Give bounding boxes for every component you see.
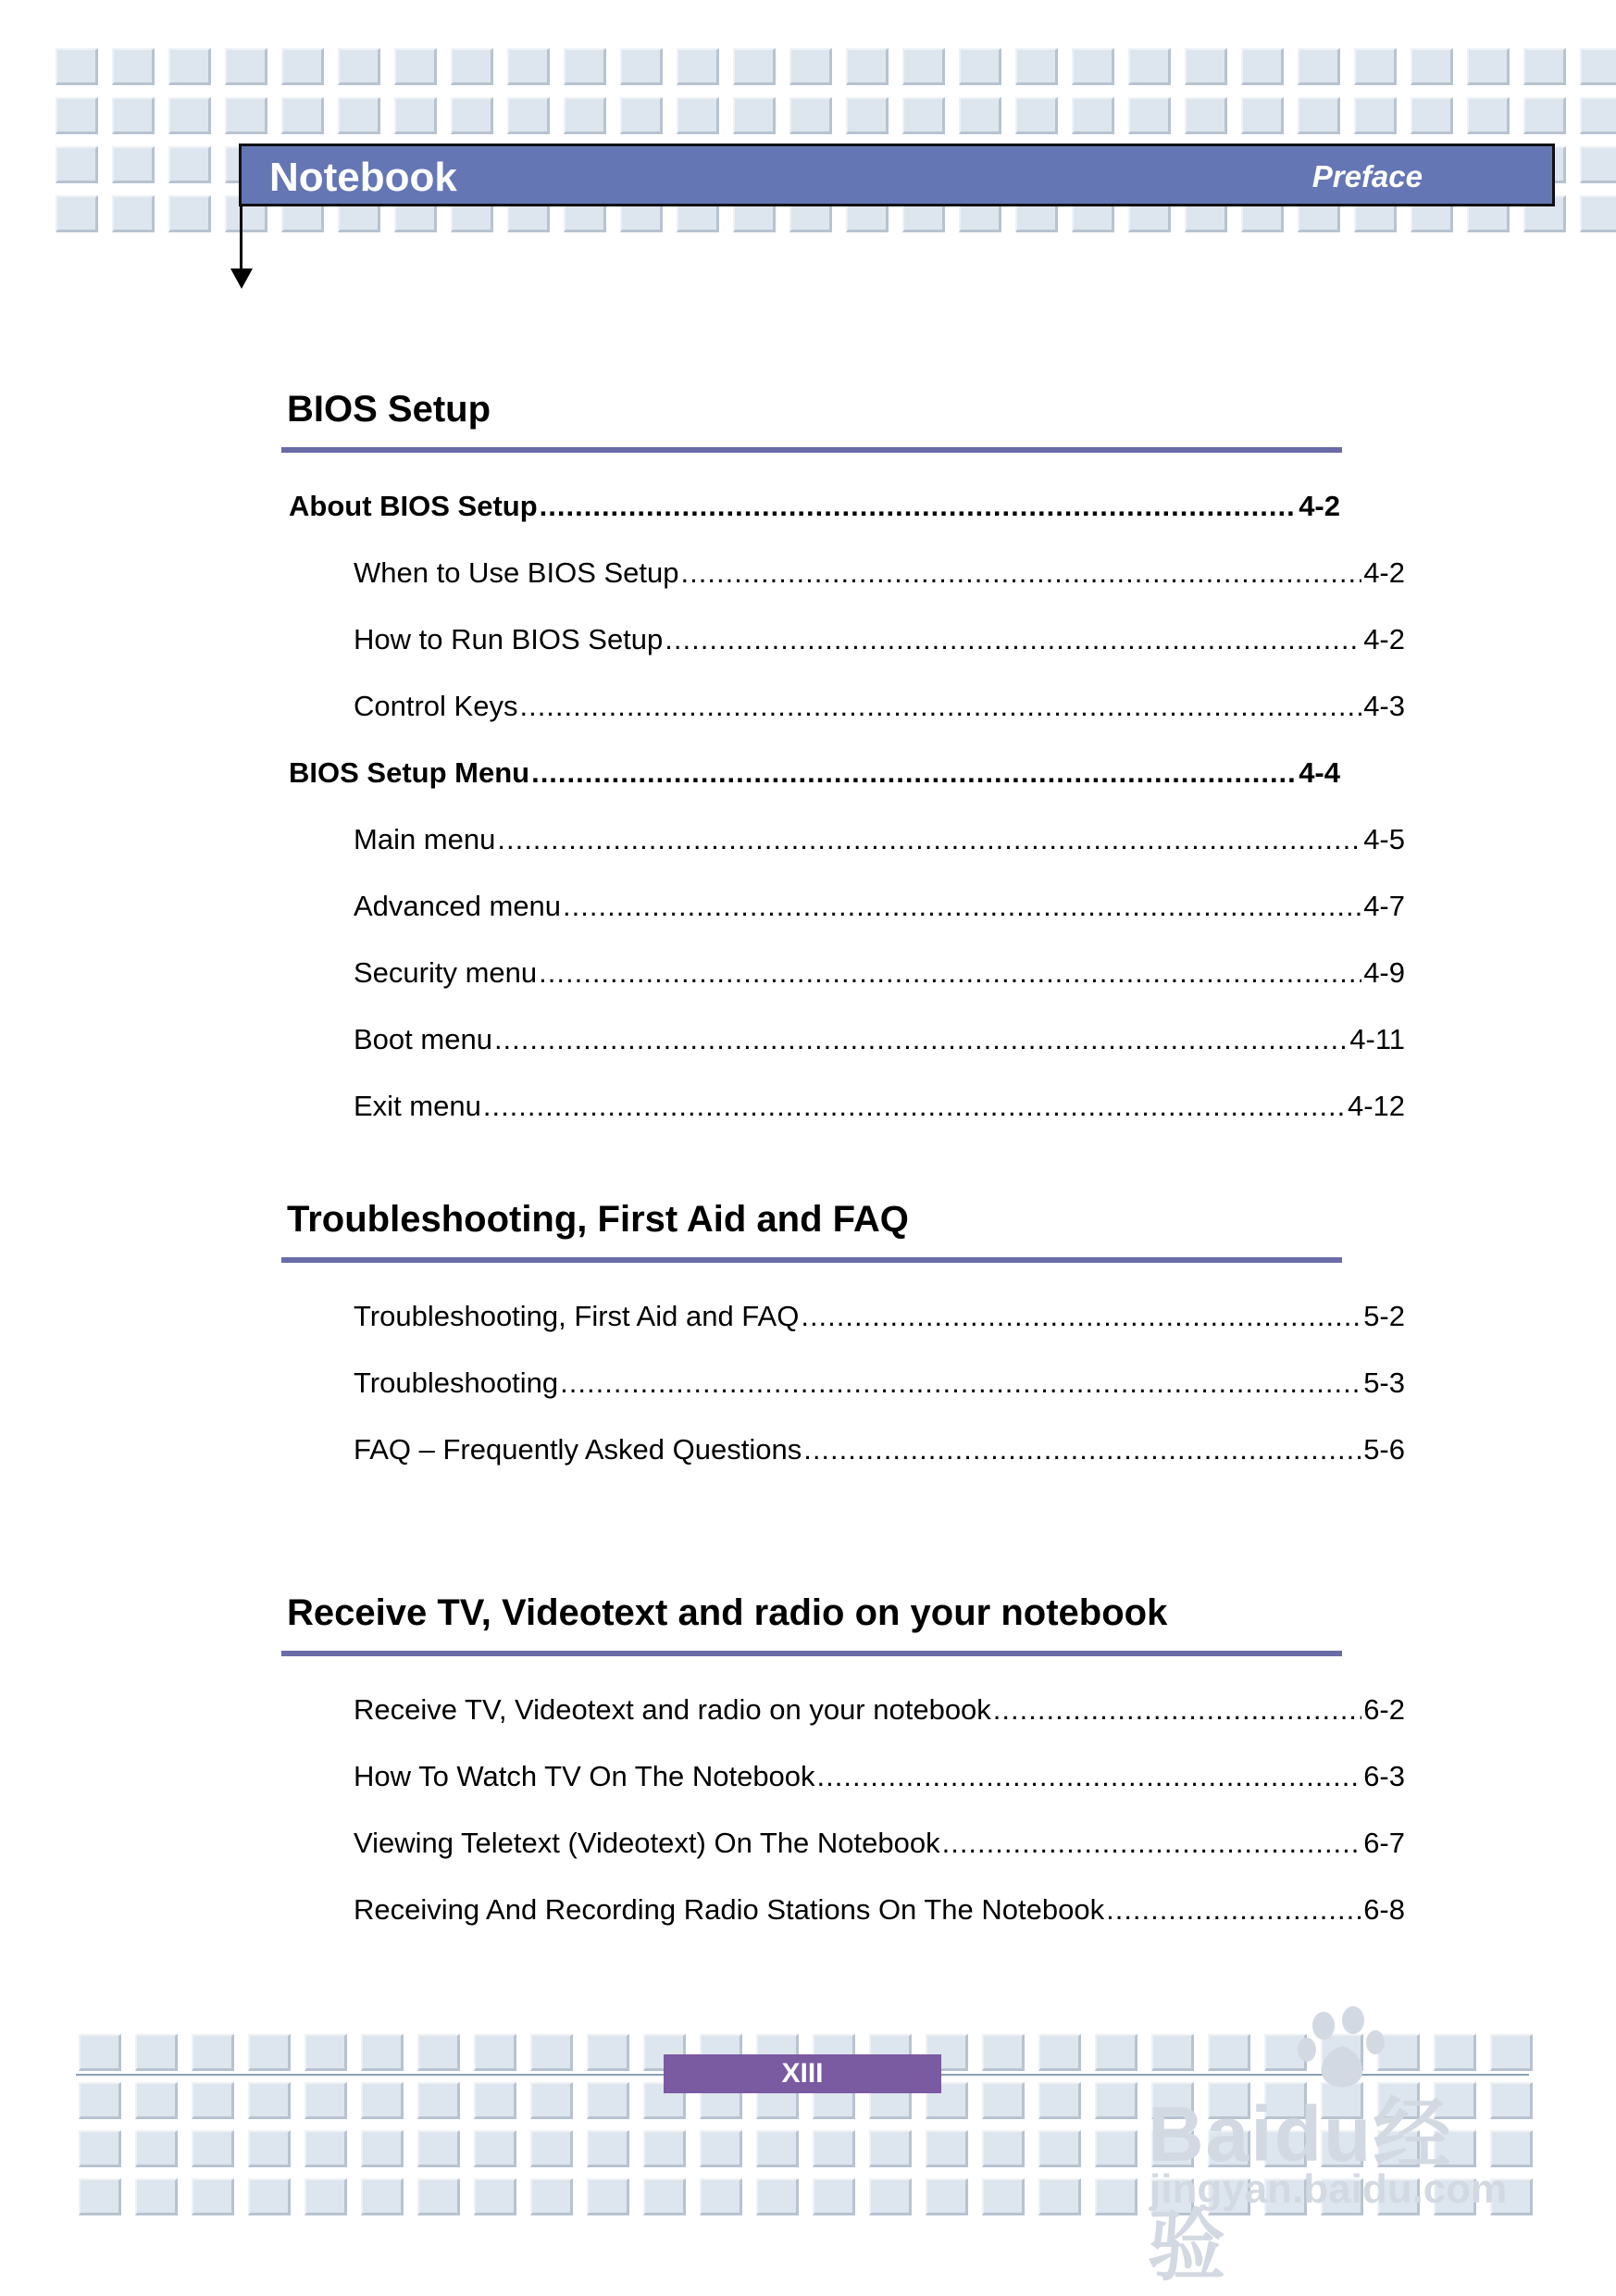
grid-square [248,2178,291,2215]
toc-entry-title: Boot menu [354,1023,492,1055]
toc-entry-title: FAQ – Frequently Asked Questions [354,1433,802,1466]
down-arrow-icon [230,268,253,289]
grid-square [56,146,98,183]
grid-square [248,2034,291,2071]
toc-entry-title: Viewing Teletext (Videotext) On The Notebook [354,1827,940,1859]
grid-square [587,2082,629,2119]
dot-leader [540,473,1298,540]
grid-square [1354,97,1397,134]
grid-square [1411,97,1453,134]
grid-square [305,2178,347,2215]
toc-entry[interactable] [281,1743,1405,1810]
grid-square [813,2130,855,2167]
grid-square [564,97,606,134]
grid-square [417,2034,460,2071]
toc-entry-page: 4-3 [1363,690,1405,722]
grid-square [700,2178,742,2215]
toc-entry[interactable] [281,806,1405,873]
grid-square [192,2034,234,2071]
grid-square [530,2130,573,2167]
grid-square [1523,48,1566,85]
toc-entry-page: 5-3 [1363,1366,1405,1399]
grid-square [394,97,437,134]
toc-entry[interactable] [281,473,1340,540]
grid-square [1072,48,1114,85]
grid-square [789,97,832,134]
grid-square [1580,146,1616,183]
toc-entry[interactable] [281,1283,1405,1350]
grid-square [305,2082,347,2119]
toc-entry-page: 5-2 [1363,1300,1405,1332]
grid-square [361,2130,404,2167]
dot-leader [1106,1877,1361,1943]
grid-square [507,97,550,134]
grid-square [248,2130,291,2167]
grid-square [959,97,1001,134]
toc-list [281,1283,1405,1483]
grid-square [1354,48,1397,85]
grid-square [982,2178,1025,2215]
toc-entry-title: Troubleshooting, First Aid and FAQ [354,1300,800,1332]
grid-square [192,2082,234,2119]
grid-square [474,2130,516,2167]
grid-square [1580,97,1616,134]
grid-square [361,2178,404,2215]
grid-square [756,2178,799,2215]
grid-square [168,97,211,134]
toc-entry-title: Control Keys [354,690,518,722]
toc-entry-page: 4-2 [1299,490,1340,522]
toc-entry-page: 4-9 [1363,956,1405,989]
grid-square [1467,97,1510,134]
toc-entry-title: When to Use BIOS Setup [354,556,679,589]
grid-square [643,2130,686,2167]
grid-square [846,97,889,134]
toc-entry[interactable] [281,873,1405,940]
grid-square [587,2034,629,2071]
section-title: BIOS Setup [287,389,491,430]
toc-entry-title: Security menu [354,956,538,989]
toc-entry-page: 4-5 [1363,823,1405,855]
grid-square [474,2034,516,2071]
toc-entry-page: 6-8 [1363,1893,1405,1926]
grid-square [56,48,98,85]
toc-entry-title: How to Run BIOS Setup [354,623,664,655]
dot-leader [483,1073,1346,1140]
section-divider [281,1257,1342,1263]
toc-entry[interactable] [281,606,1405,673]
header-title: Notebook [269,155,457,200]
toc-entry-page: 4-2 [1363,556,1405,589]
grid-square [79,2178,121,2215]
grid-square [1015,48,1058,85]
dot-leader [497,806,1361,873]
watermark-url: jingyan.baidu.com [1150,2166,1508,2212]
grid-square [305,2034,347,2071]
grid-square [1523,97,1566,134]
grid-square [112,48,155,85]
toc-list [281,1677,1405,1943]
grid-square [135,2130,178,2167]
grid-square [1411,48,1453,85]
grid-square [56,195,98,232]
toc-entry-page: 4-7 [1363,890,1405,922]
grid-square [902,48,945,85]
grid-square [1241,48,1284,85]
dot-leader [539,940,1361,1006]
grid-square [813,2178,855,2215]
toc-entry-page: 4-12 [1347,1090,1405,1122]
grid-square [1095,2178,1137,2215]
toc-entry-title: Troubleshooting [354,1366,559,1399]
toc-entry-page: 6-7 [1363,1827,1405,1859]
grid-square [417,2082,460,2119]
grid-square [1185,97,1227,134]
section-divider [281,1651,1342,1656]
toc-section [281,1199,1405,1483]
dot-leader [563,873,1361,940]
toc-entry-page: 5-6 [1363,1433,1405,1466]
grid-square [1467,48,1510,85]
toc-entry-page: 4-4 [1299,756,1340,789]
grid-square [1580,195,1616,232]
grid-square [305,2130,347,2167]
toc-entry-page: 4-11 [1349,1023,1405,1055]
grid-square [112,195,155,232]
grid-square [1128,97,1171,134]
grid-square [677,48,719,85]
toc-section [281,1592,1405,1943]
grid-square [79,2130,121,2167]
grid-square [869,2130,912,2167]
grid-square [1038,2130,1081,2167]
watermark-brand: Baidu经验 [1148,2090,1453,2290]
toc-entry[interactable] [281,1810,1405,1877]
grid-square [1128,48,1171,85]
toc-entry[interactable] [281,540,1405,606]
dot-leader [817,1743,1362,1810]
grid-square [1185,48,1227,85]
dot-leader [519,673,1361,740]
grid-square [281,97,324,134]
grid-square [733,97,776,134]
grid-square [474,2178,516,2215]
dot-leader [665,606,1361,673]
grid-square [643,2178,686,2215]
toc-list [281,473,1405,1140]
toc-entry-page: 4-2 [1363,623,1405,655]
section-title: Receive TV, Videotext and radio on your notebook [287,1592,1168,1633]
grid-square [168,48,211,85]
toc-entry-title: How To Watch TV On The Notebook [354,1760,815,1792]
grid-square [1095,2130,1137,2167]
toc-entry[interactable] [281,1073,1405,1140]
toc-entry[interactable] [281,1877,1405,1943]
toc-content [281,389,1405,1943]
grid-square [1038,2178,1081,2215]
grid-square [564,48,606,85]
toc-entry[interactable] [281,1677,1405,1743]
grid-square [168,146,211,183]
toc-entry[interactable] [281,1416,1405,1483]
toc-entry-title: About BIOS Setup [289,490,538,522]
dot-leader [560,1350,1361,1416]
toc-entry-title: Main menu [354,823,496,855]
grid-square [135,2034,178,2071]
toc-entry-title: Exit menu [354,1090,481,1122]
grid-square [1298,48,1340,85]
grid-square [338,48,380,85]
grid-square [112,97,155,134]
header-bar [239,144,1555,206]
toc-section [281,389,1405,1140]
grid-square [959,48,1001,85]
toc-entry[interactable] [281,940,1405,1006]
grid-square [225,48,267,85]
grid-square [1038,2034,1081,2071]
grid-square [902,97,945,134]
toc-entry-page: 6-2 [1363,1693,1405,1726]
dot-leader [681,540,1362,606]
grid-square [700,2130,742,2167]
grid-square [338,97,380,134]
grid-square [225,97,267,134]
grid-square [135,2178,178,2215]
grid-square [281,48,324,85]
grid-square [869,2178,912,2215]
grid-square [417,2130,460,2167]
grid-square [926,2130,968,2167]
grid-square [248,2082,291,2119]
grid-square [112,146,155,183]
grid-square [733,48,776,85]
grid-square [474,2082,516,2119]
grid-square [982,2130,1025,2167]
dot-leader [494,1006,1348,1073]
grid-square [1072,97,1114,134]
grid-square [361,2082,404,2119]
dot-leader [531,740,1297,806]
grid-square [530,2034,573,2071]
toc-entry-page: 6-3 [1363,1760,1405,1792]
grid-square [79,2034,121,2071]
page-number: XIII [664,2054,941,2093]
grid-square [926,2178,968,2215]
grid-square [530,2178,573,2215]
grid-square [1298,97,1340,134]
grid-square [168,195,211,232]
grid-square [789,48,832,85]
grid-square [677,97,719,134]
grid-square [587,2130,629,2167]
grid-square [56,97,98,134]
grid-square [1038,2082,1081,2119]
grid-square [192,2178,234,2215]
grid-square [756,2130,799,2167]
grid-square [451,97,493,134]
grid-square [620,97,663,134]
toc-entry[interactable] [281,1350,1405,1416]
toc-entry-title: Receive TV, Videotext and radio on your notebook [354,1693,991,1726]
grid-square [135,2082,178,2119]
toc-entry-title: Advanced menu [354,890,562,922]
grid-square [1241,97,1284,134]
grid-square [1015,97,1058,134]
grid-square [394,48,437,85]
grid-square [361,2034,404,2071]
grid-square [982,2034,1025,2071]
dot-leader [801,1283,1361,1350]
grid-square [982,2082,1025,2119]
grid-square [1095,2082,1137,2119]
grid-square [451,48,493,85]
toc-entry[interactable] [281,740,1340,806]
grid-square [530,2082,573,2119]
header-subtitle: Preface [1311,159,1423,193]
grid-square [192,2130,234,2167]
grid-square [1095,2034,1137,2071]
grid-square [587,2178,629,2215]
watermark [1138,2000,1527,2290]
toc-entry-title: BIOS Setup Menu [289,756,530,789]
grid-square [1580,48,1616,85]
toc-entry[interactable] [281,673,1405,740]
grid-square [620,48,663,85]
section-title: Troubleshooting, First Aid and FAQ [287,1199,909,1240]
section-divider [281,447,1342,453]
grid-square [79,2082,121,2119]
grid-square [846,48,889,85]
grid-square [417,2178,460,2215]
dot-leader [942,1810,1362,1877]
dot-leader [803,1416,1361,1483]
dot-leader [993,1677,1361,1743]
toc-entry[interactable] [281,1006,1405,1073]
toc-entry-title: Receiving And Recording Radio Stations On The Notebook [354,1893,1105,1926]
down-arrow-line [240,206,242,271]
grid-square [507,48,550,85]
